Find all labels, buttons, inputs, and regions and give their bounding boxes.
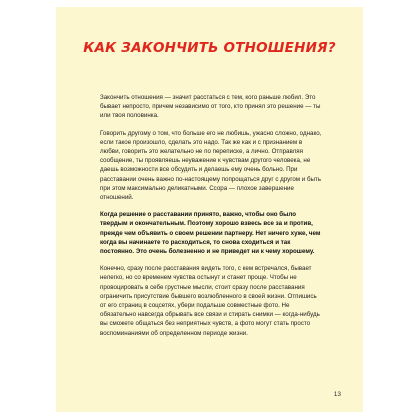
paragraph-telling: Говорить другому о том, что больше его не любишь, ужасно сложно, однако, если такое произошло, сделать это надо. Так же как и с признанием в любви, говорить это желательно не по переписке, а лично. Отправляя сообщение, ты проявляешь неуважение к чувствам другого человека, не даешь возможности все обсудить и делаешь ему очень больно. При расставании очень важно по-настоящему попрощаться друг с другом и быть при этом максимально деликатными. Ссора — плохое завершение отношений. (100, 129, 322, 202)
paragraph-after: Конечно, сразу после расставания видеть того, с кем встречался, бывает нелегко, но со временем чувства остынут и станет проще. Чтобы не провоцировать в себе грустные мысли, стоит сразу после расставания ограничить присутствие бывшего возлюбленного в своей жизни. Отпишись от его страниц в соцсетях, убери подальше совместные фото. Не обязательно навсегда обрывать все связи и стирать снимки — когда-нибудь вы сможете общаться без неприятных чувств, а фото могут стать просто воспоминаниями об определенном периоде жизни. (100, 265, 320, 337)
book-page (56, 7, 363, 412)
page-body (100, 93, 322, 346)
page-number: 13 (333, 391, 341, 398)
page-title: КАК ЗАКОНЧИТЬ ОТНОШЕНИЯ? (83, 40, 336, 56)
paragraph-decision: Когда решение о расставании принято, важно, чтобы оно было твердым и окончательным. Поэтому хорошо взвесь все за и против, прежде чем объявить о своем решении партнеру. Нет ничего хуже, чем когда вы начинаете то расходиться, то снова сходиться и так постоянно. Это очень болезненно и не приведет ни к чему хорошему. (100, 211, 321, 256)
paragraph-intro: Закончить отношения — значит расстаться с тем, кого раньше любил. Это бывает непросто, причем независимо от того, кто принял это решение — ты или твоя половинка. (100, 94, 321, 120)
